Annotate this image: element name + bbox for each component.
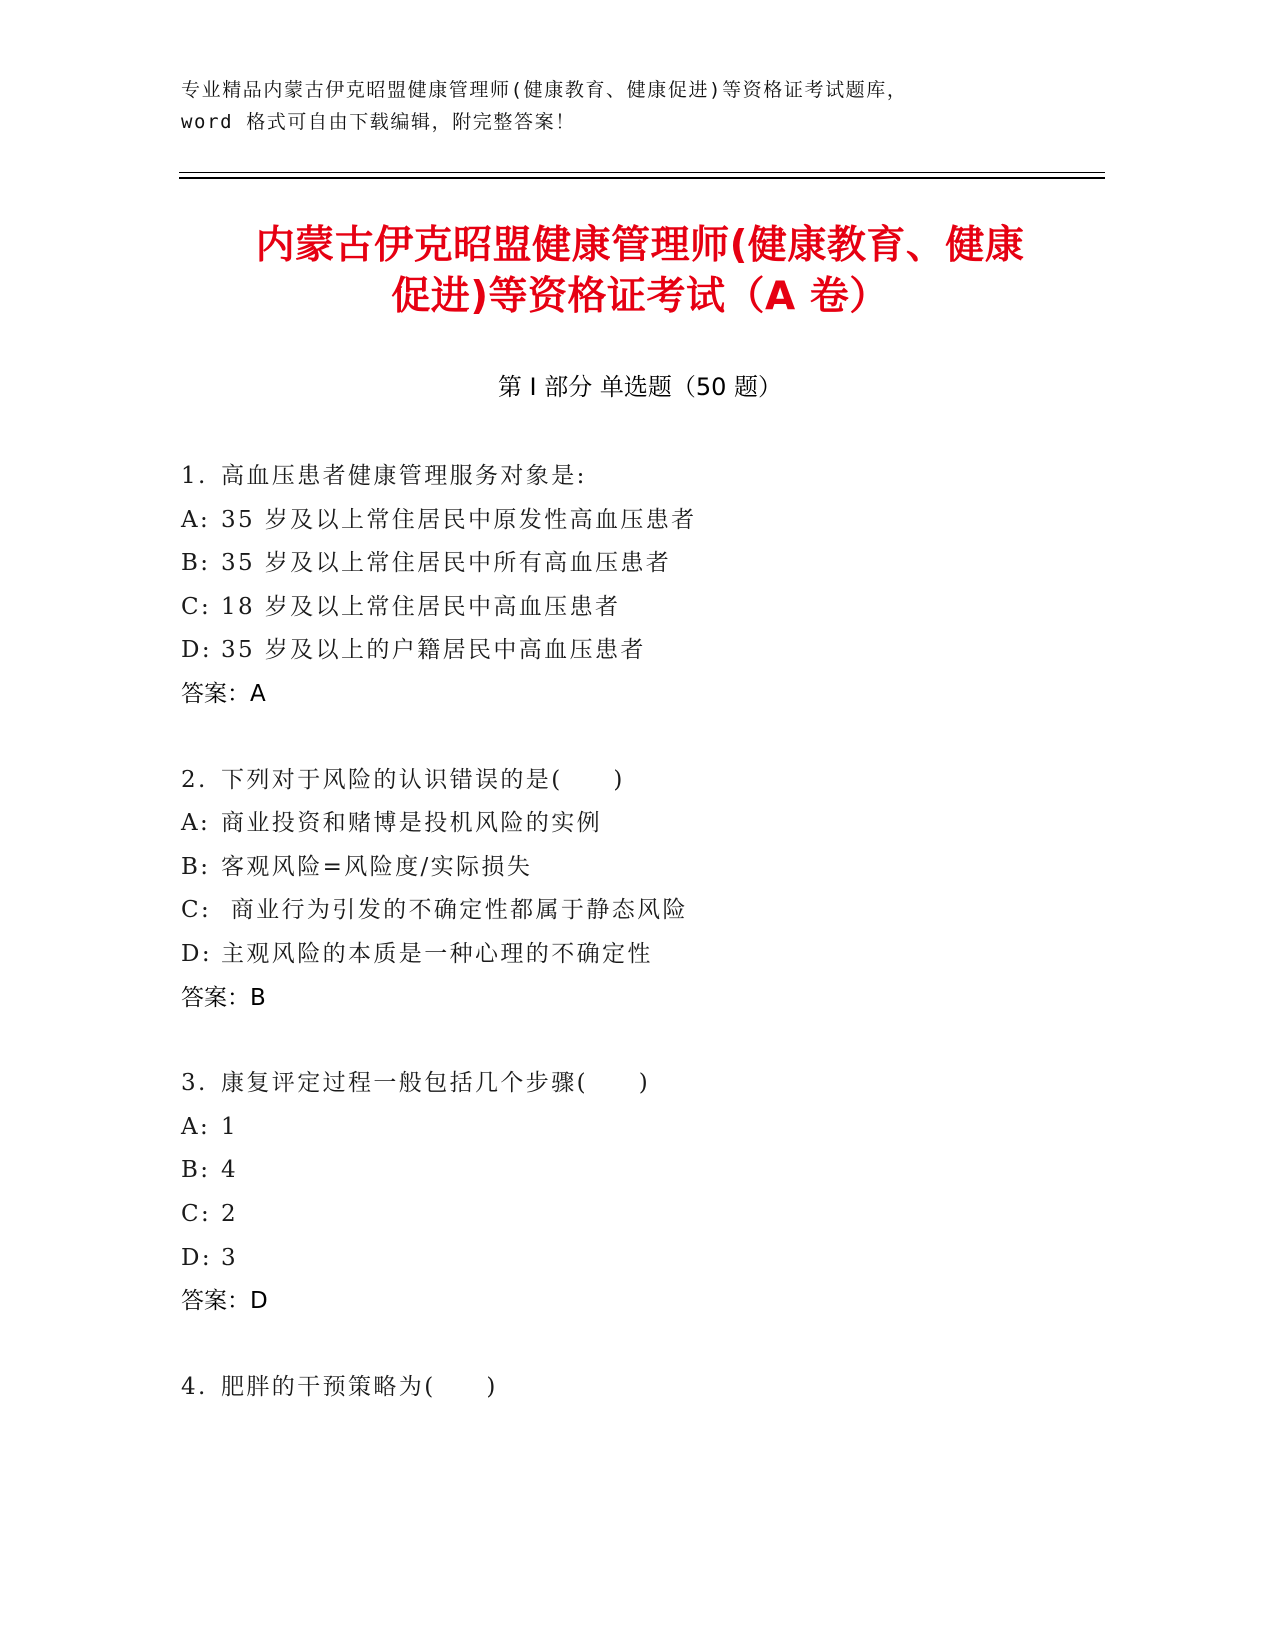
question-text: 康复评定过程一般包括几个步骤( ) [221, 1070, 651, 1097]
option-text: 35 岁及以上的户籍居民中高血压患者 [221, 637, 646, 664]
option-key: D: [181, 1244, 212, 1271]
question-stem [181, 1366, 1081, 1410]
option-key: C: [181, 897, 212, 924]
question-stem [181, 455, 1081, 499]
option-key: B: [181, 1157, 211, 1184]
option-text: 商业投资和赌博是投机风险的实例 [221, 810, 602, 837]
option-key: B: [181, 853, 211, 880]
option-a [181, 1106, 1081, 1150]
document-title-line-1: 内蒙古伊克昭盟健康管理师(健康教育、健康 [255, 223, 1025, 268]
question-text: 下列对于风险的认识错误的是( ) [221, 766, 625, 793]
question-4 [181, 1366, 1081, 1410]
option-d [181, 1237, 1081, 1281]
question-stem [181, 759, 1081, 803]
answer: 答案：B [181, 984, 266, 1011]
option-d [181, 933, 1081, 977]
option-text: 18 岁及以上常住居民中高血压患者 [221, 593, 621, 620]
answer: 答案：D [181, 1288, 268, 1315]
document-title-line-2: 促进)等资格证考试（A 卷） [391, 274, 889, 319]
option-c [181, 889, 1081, 933]
question-number: 2. [181, 766, 208, 793]
option-a [181, 499, 1081, 543]
option-key: C: [181, 593, 212, 620]
option-text: 主观风险的本质是一种心理的不确定性 [221, 940, 653, 967]
header-divider-thick [179, 177, 1105, 179]
answer: 答案：A [181, 680, 266, 707]
question-3 [181, 1062, 1081, 1324]
header-note-line-1: 专业精品内蒙古伊克昭盟健康管理师(健康教育、健康促进)等资格证考试题库， [181, 79, 908, 101]
header-note [181, 74, 1081, 138]
option-key: A: [181, 1113, 211, 1140]
option-text: 商业行为引发的不确定性都属于静态风险 [221, 897, 688, 924]
option-text: 客观风险=风险度/实际损失 [221, 853, 533, 880]
option-b [181, 542, 1081, 586]
question-text: 高血压患者健康管理服务对象是: [221, 463, 587, 489]
option-c [181, 1193, 1081, 1237]
option-text: 3 [221, 1244, 239, 1271]
question-stem [181, 1062, 1081, 1106]
option-text: 1 [221, 1113, 239, 1140]
option-key: A: [181, 810, 211, 837]
header-divider-thin [179, 172, 1105, 173]
option-b [181, 846, 1081, 890]
question-list [181, 455, 1081, 1451]
header-note-line-2: word 格式可自由下载编辑，附完整答案！ [181, 111, 576, 133]
option-key: D: [181, 940, 212, 967]
option-d [181, 629, 1081, 673]
question-number: 4. [181, 1373, 208, 1400]
option-text: 35 岁及以上常住居民中原发性高血压患者 [221, 506, 697, 533]
question-number: 1. [181, 463, 208, 489]
option-key: C: [181, 1200, 212, 1227]
option-text: 2 [221, 1200, 239, 1227]
option-c [181, 586, 1081, 630]
section-title: 第 I 部分 单选题（50 题） [497, 373, 783, 401]
option-b [181, 1149, 1081, 1193]
document-title [180, 220, 1100, 322]
option-key: A: [181, 506, 211, 533]
question-text: 肥胖的干预策略为( ) [221, 1373, 498, 1400]
option-text: 4 [221, 1157, 239, 1184]
option-key: D: [181, 637, 212, 664]
option-a [181, 802, 1081, 846]
question-number: 3. [181, 1070, 208, 1097]
question-1 [181, 455, 1081, 717]
question-2 [181, 759, 1081, 1021]
option-text: 35 岁及以上常住居民中所有高血压患者 [221, 550, 672, 577]
option-key: B: [181, 550, 211, 577]
